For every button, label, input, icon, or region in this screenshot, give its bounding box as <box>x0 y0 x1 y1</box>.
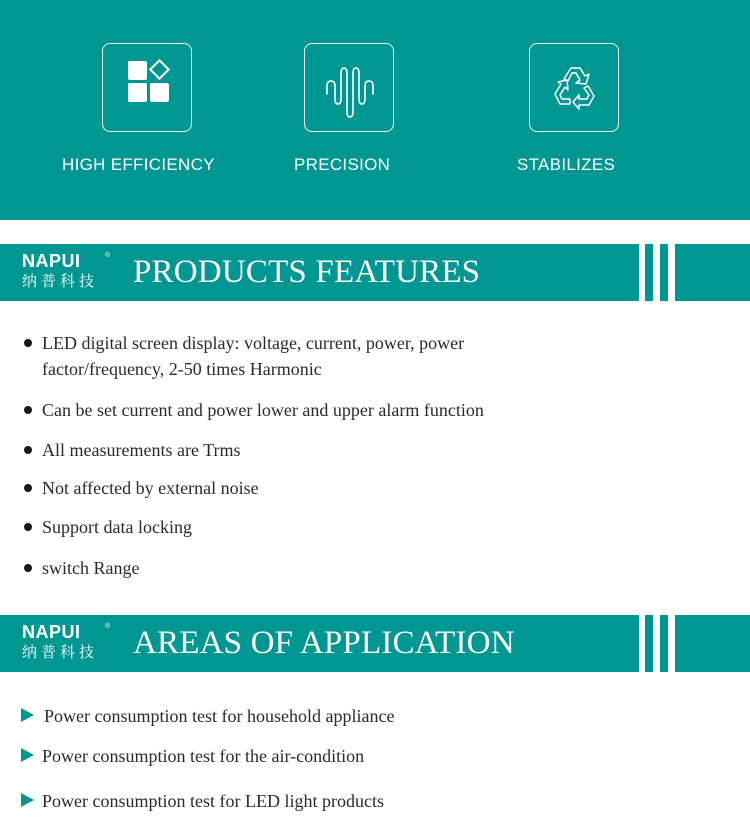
banner-bar-right <box>675 615 750 672</box>
bullet-icon <box>24 446 32 454</box>
feature-card-high-efficiency <box>102 43 192 132</box>
banner-stripe <box>645 615 653 672</box>
waveform-icon <box>305 44 395 133</box>
grid-diamond-icon <box>103 44 193 133</box>
section-banner-products-features <box>0 244 750 301</box>
feature-label-stabilizes: STABILIZES <box>517 155 616 174</box>
logo-name-en: NAPUI <box>22 622 81 642</box>
registered-mark: ® <box>105 252 111 259</box>
logo-name-cn: 纳普科技 <box>22 272 99 290</box>
registered-mark: ® <box>105 623 111 630</box>
bullet-icon <box>24 564 32 572</box>
bullet-icon <box>24 484 32 492</box>
triangle-bullet-icon <box>21 793 34 807</box>
napui-logo <box>22 252 114 294</box>
logo-name-en: NAPUI <box>22 251 81 271</box>
banner-stripe <box>645 244 653 301</box>
bullet-icon <box>24 339 32 347</box>
logo-name-cn: 纳普科技 <box>22 643 99 661</box>
triangle-bullet-icon <box>21 748 34 762</box>
banner-bar-right <box>675 244 750 301</box>
feature-label-high-efficiency: HIGH EFFICIENCY <box>62 155 215 174</box>
recycle-icon <box>530 44 620 133</box>
feature-label-precision: PRECISION <box>294 155 391 174</box>
napui-logo <box>22 623 114 665</box>
triangle-bullet-icon <box>21 708 34 722</box>
section-banner-areas-of-application <box>0 615 750 672</box>
section-title: PRODUCTS FEATURES <box>133 254 481 290</box>
bullet-icon <box>24 523 32 531</box>
section-title: AREAS OF APPLICATION <box>133 625 515 661</box>
banner-stripe <box>660 615 668 672</box>
bullet-icon <box>24 406 32 414</box>
banner-stripe <box>660 244 668 301</box>
feature-card-stabilizes <box>529 43 619 132</box>
feature-card-precision <box>304 43 394 132</box>
feature-highlights-band <box>0 0 750 220</box>
